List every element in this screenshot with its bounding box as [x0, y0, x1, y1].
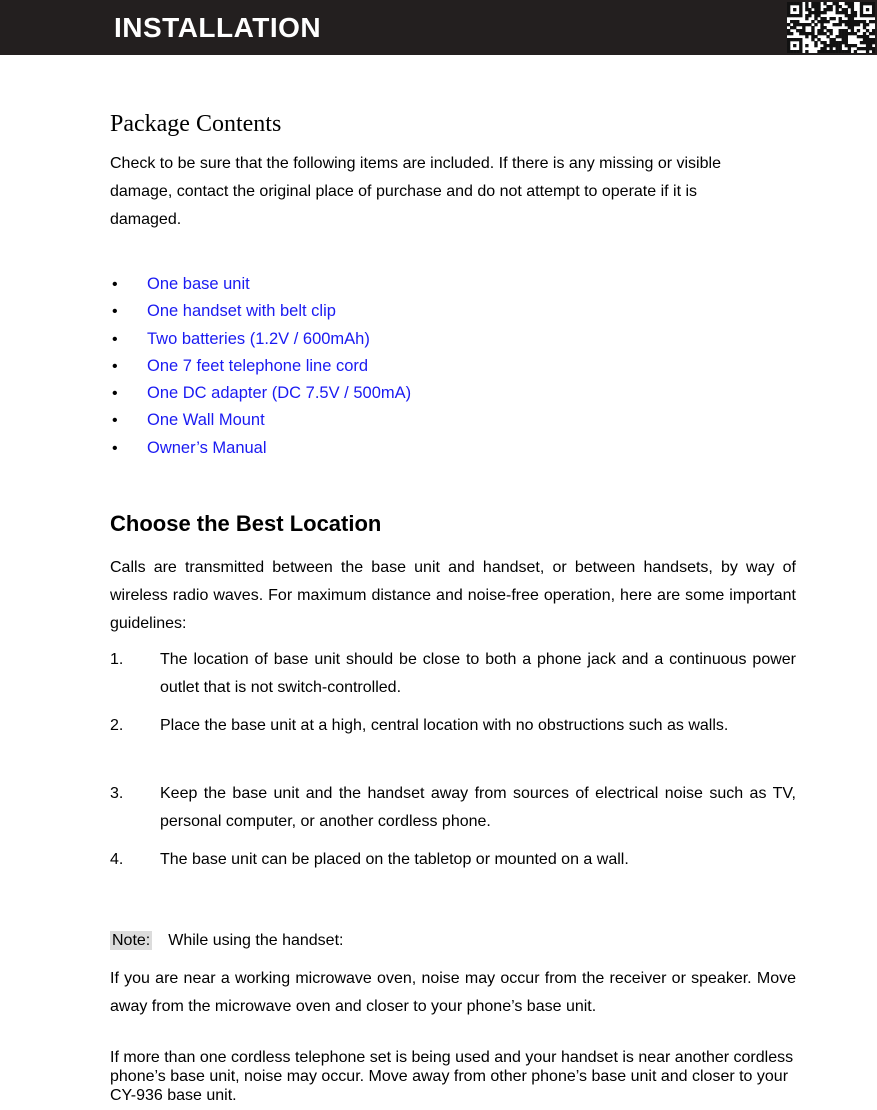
list-item: • One Wall Mount: [110, 407, 411, 434]
guideline-number: 1.: [110, 651, 124, 668]
guideline-text: Place the base unit at a high, central location with no obstructions such as walls.: [160, 717, 729, 734]
package-item-list: [110, 271, 411, 462]
list-item: • Two batteries (1.2V / 600mAh): [110, 326, 411, 353]
package-intro: Check to be sure that the following items are included. If there is any missing or visible damage, contact the original place of purchase and do not attempt to operate if it is damaged.: [110, 155, 721, 228]
bullet-icon: •: [112, 357, 118, 375]
guideline-item: [110, 712, 796, 740]
guideline-item: [110, 646, 796, 702]
guideline-item: [110, 780, 796, 836]
bullet-icon: •: [112, 276, 118, 293]
guideline-number: 4.: [110, 851, 124, 868]
location-intro: Calls are transmitted between the base unit and handset, or between handsets, by way of wireless radio waves. For maximum distance and noise-free operation, here are some important guidelines:: [110, 559, 796, 632]
note-paragraph-cordless: If more than one cordless telephone set is being used and your handset is near another cordless phone’s base unit, noise may occur. Move away from other phone’s base unit and closer to your CY-936 base unit.: [110, 1049, 794, 1104]
guideline-text: The base unit can be placed on the tabletop or mounted on a wall.: [160, 851, 629, 868]
list-item: • One 7 feet telephone line cord: [110, 353, 411, 380]
guideline-item: [110, 846, 796, 874]
list-item: • One base unit: [110, 271, 411, 298]
guideline-number: 3.: [110, 785, 124, 802]
note-label: Note:: [112, 932, 151, 949]
qr-code-icon: [787, 2, 875, 53]
header-bar: [0, 0, 877, 55]
guideline-text: Keep the base unit and the handset away from sources of electrical noise such as TV, personal computer, or another cordless phone.: [160, 785, 796, 830]
note-text: While using the handset:: [168, 932, 344, 949]
list-item: • One DC adapter (DC 7.5V / 500mA): [110, 380, 411, 407]
list-item: • One handset with belt clip: [110, 298, 411, 325]
package-contents-heading: Package Contents: [110, 111, 282, 137]
best-location-heading: Choose the Best Location: [110, 511, 382, 536]
bullet-icon: •: [112, 330, 118, 348]
bullet-icon: •: [112, 385, 118, 403]
bullet-icon: •: [112, 412, 118, 430]
list-item: • Owner’s Manual: [110, 435, 411, 462]
bullet-icon: •: [112, 439, 118, 457]
guideline-number: 2.: [110, 717, 124, 734]
guideline-text: The location of base unit should be close to both a phone jack and a continuous power outlet that is not switch-controlled.: [160, 651, 796, 696]
note-paragraph-microwave: If you are near a working microwave oven, noise may occur from the receiver or speaker. Move away from the microwave oven and closer to your phone’s base unit.: [110, 970, 796, 1015]
note-row: [110, 929, 343, 953]
bullet-icon: •: [112, 303, 118, 321]
section-title: INSTALLATION: [114, 12, 322, 43]
